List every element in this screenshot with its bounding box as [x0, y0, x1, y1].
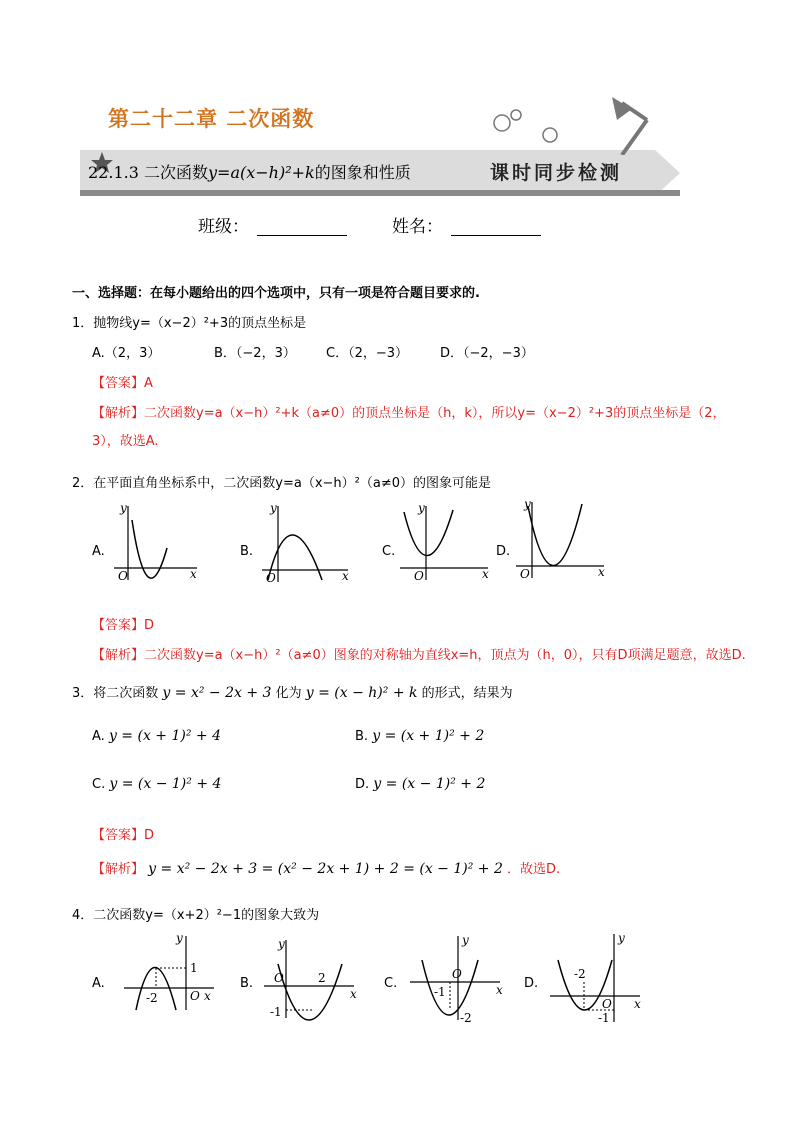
- q2d-x-label: x: [598, 565, 605, 579]
- q2-label-c: C.: [382, 544, 396, 559]
- q3-option-a-label: A.: [92, 729, 105, 744]
- q4b-val1: 2: [318, 971, 326, 985]
- name-input-line[interactable]: [451, 219, 541, 236]
- q2b-x-label: x: [342, 569, 349, 583]
- q1-analysis-line2: 3），故选A.: [92, 434, 159, 449]
- q2a-origin: O: [118, 569, 128, 583]
- q4c-val2: -2: [460, 1011, 472, 1025]
- q4c-origin: O: [452, 967, 462, 981]
- q3-analysis-label: 【解析】: [92, 862, 145, 877]
- lesson-title-post: 的图象和性质: [314, 163, 411, 182]
- q3-stem-mid: 化为: [275, 686, 302, 701]
- q4c-y: y: [462, 933, 469, 947]
- q4a-val1: 1: [190, 961, 198, 975]
- q3-formula-2: y = (x − h)² + k: [305, 685, 418, 701]
- q4-stem: 4．二次函数y=（x+2）²−1的图象大致为: [72, 908, 320, 923]
- q3-option-b: [355, 728, 484, 744]
- q3-option-a: [92, 728, 221, 744]
- q1-option-d: D．（−2，−3）: [440, 346, 534, 361]
- q3-option-c-expr: y = (x − 1)² + 4: [109, 776, 222, 792]
- q2-analysis: 【解析】二次函数y=a（x−h）²（a≠0）图象的对称轴为直线x=h，顶点为（h，0），只有D项满足题意，故选D.: [92, 648, 746, 663]
- q4-label-b: B.: [240, 976, 254, 991]
- q1-analysis-line1: 【解析】二次函数y=a（x−h）²+k（a≠0）的顶点坐标是（h，k），所以y=（x−2）²+3的顶点坐标是（2，: [92, 406, 726, 421]
- q3-option-b-expr: y = (x + 1)² + 2: [372, 728, 485, 744]
- q4a-x: x: [204, 989, 211, 1003]
- q4a-y: y: [176, 931, 183, 945]
- q2d-y-label: y: [524, 497, 531, 511]
- q1-option-b: B．（−2，3）: [214, 346, 296, 361]
- lesson-title-pre: 二次函数: [143, 163, 208, 182]
- q4-graph-b: [262, 936, 362, 1021]
- q2c-x-label: x: [482, 567, 489, 581]
- q3-option-d-label: D.: [355, 777, 370, 792]
- q1-option-c: C．（2，−3）: [326, 346, 409, 361]
- q4-graph-d: [548, 930, 648, 1025]
- q2b-origin: O: [266, 571, 276, 585]
- name-label: 姓名：: [392, 217, 443, 237]
- q2a-x-label: x: [190, 567, 197, 581]
- q2c-origin: O: [414, 569, 424, 583]
- q4-label-d: D.: [524, 976, 539, 991]
- q2a-y-label: y: [120, 501, 127, 515]
- q4d-val1: -2: [574, 967, 586, 981]
- q4b-x: x: [350, 987, 357, 1001]
- q4b-val2: -1: [270, 1005, 282, 1019]
- q3-option-d: [355, 776, 485, 792]
- q2-graph-d: [514, 496, 609, 581]
- q3-option-c: [92, 776, 221, 792]
- q4d-val2: -1: [598, 1011, 610, 1025]
- q4b-origin: O: [274, 971, 284, 985]
- q2-label-a: A.: [92, 544, 105, 559]
- q2-stem: 2．在平面直角坐标系中，二次函数y=a（x−h）²（a≠0）的图象可能是: [72, 476, 491, 491]
- q2-graph-b: [260, 500, 355, 585]
- q2-label-b: B.: [240, 544, 254, 559]
- lesson-title: [88, 160, 411, 183]
- q4d-x: x: [634, 997, 641, 1011]
- q3-formula-1: y = x² − 2x + 3: [162, 685, 272, 701]
- q3-analysis: [92, 858, 560, 877]
- q4b-y: y: [278, 937, 285, 951]
- q2-label-d: D.: [496, 544, 511, 559]
- class-field: [198, 212, 347, 237]
- q3-option-b-label: B.: [355, 729, 369, 744]
- q4d-y: y: [618, 931, 625, 945]
- q3-stem-post: 的形式，结果为: [421, 686, 513, 701]
- class-label: 班级：: [198, 217, 249, 237]
- q3-stem: [72, 682, 513, 701]
- q3-option-a-expr: y = (x + 1)² + 4: [108, 728, 221, 744]
- q2-answer: 【答案】D: [92, 618, 155, 633]
- q4a-val2: -2: [146, 991, 158, 1005]
- lesson-number: 22.1.3: [88, 163, 139, 182]
- q3-option-c-label: C.: [92, 777, 106, 792]
- q4c-val1: -1: [434, 985, 446, 999]
- q3-option-d-expr: y = (x − 1)² + 2: [373, 776, 486, 792]
- q2b-y-label: y: [270, 501, 277, 515]
- q1-answer: 【答案】A: [92, 376, 153, 391]
- q2-graph-c: [398, 500, 493, 585]
- q3-answer: 【答案】D: [92, 828, 155, 843]
- name-field: [392, 212, 541, 237]
- q4-label-a: A.: [92, 976, 105, 991]
- q2c-y-label: y: [418, 501, 425, 515]
- q4c-x: x: [496, 983, 503, 997]
- q4a-origin: O: [190, 989, 200, 1003]
- q1-stem: 1．抛物线y=（x−2）²+3的顶点坐标是: [72, 316, 307, 331]
- q3-analysis-tail: ．故选D.: [507, 862, 561, 877]
- q4d-origin: O: [602, 997, 612, 1011]
- section-title: 一、选择题：在每小题给出的四个选项中，只有一项是符合题目要求的.: [72, 286, 480, 301]
- lamp-illustration: [472, 95, 672, 155]
- q4-graph-a: [122, 930, 222, 1015]
- class-input-line[interactable]: [257, 219, 347, 236]
- q4-label-c: C.: [384, 976, 398, 991]
- tagline: 课时同步检测: [490, 162, 623, 184]
- chapter-title: 第二十二章 二次函数: [108, 106, 315, 131]
- q2-graph-a: [112, 500, 202, 585]
- lesson-formula: y=a(x−h)²+k: [208, 163, 315, 182]
- q3-analysis-expr: y = x² − 2x + 3 = (x² − 2x + 1) + 2 = (x − 1)² + 2: [148, 861, 503, 877]
- q2d-origin: O: [520, 567, 530, 581]
- q4-graph-c: [408, 930, 508, 1025]
- q1-option-a: A.（2，3）: [92, 346, 161, 361]
- q3-stem-pre: 3．将二次函数: [72, 686, 159, 701]
